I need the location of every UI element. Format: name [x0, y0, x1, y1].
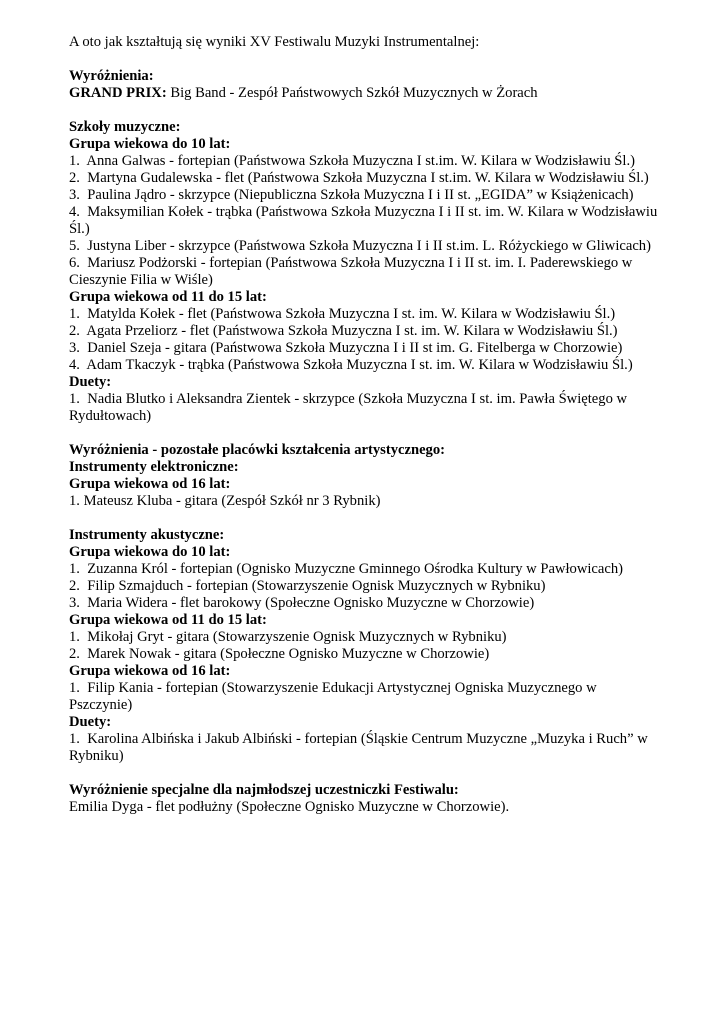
grand-prix-line	[69, 85, 659, 102]
group-heading: Duety:	[69, 714, 112, 730]
list-item: 1. Mikołaj Gryt - gitara (Stowarzyszenie Ognisk Muzycznych w Rybniku)	[69, 629, 507, 645]
list-item: 1. Filip Kania - fortepian (Stowarzyszenie Edukacji Artystycznej Ogniska Muzycznego w Pszczynie)	[69, 680, 601, 713]
document-body	[69, 34, 659, 816]
list-item: 1. Zuzanna Król - fortepian (Ognisko Muzyczne Gminnego Ośrodka Kultury w Pawłowicach)	[69, 561, 624, 577]
group-heading: Grupa wiekowa od 16 lat:	[69, 663, 231, 679]
list-item: 5. Justyna Liber - skrzypce (Państwowa Szkoła Muzyczna I i II st.im. L. Różyckiego w Gliwicach)	[69, 238, 651, 254]
subsection-heading: Instrumenty elektroniczne:	[69, 459, 239, 475]
list-item: 3. Paulina Jądro - skrzypce (Niepubliczna Szkoła Muzyczna I i II st. „EGIDA” w Książenicach)	[69, 187, 634, 203]
group-heading: Grupa wiekowa od 11 do 15 lat:	[69, 612, 267, 628]
list-item: 1. Matylda Kołek - flet (Państwowa Szkoła Muzyczna I st. im. W. Kilara w Wodzisławiu Śl.)	[69, 306, 616, 322]
spacer	[69, 51, 659, 68]
list-item: 4. Maksymilian Kołek - trąbka (Państwowa Szkoła Muzyczna I i II st. im. W. Kilara w Wodzisławiu Śl.)	[69, 204, 661, 237]
section-heading: Szkoły muzyczne:	[69, 119, 181, 135]
grand-prix-text: Big Band - Zespół Państwowych Szkół Muzycznych w Żorach	[166, 85, 538, 101]
spacer	[69, 765, 659, 782]
special-heading: Wyróżnienie specjalne dla najmłodszej uczestniczki Festiwalu:	[69, 782, 459, 798]
group-heading: Grupa wiekowa do 10 lat:	[69, 544, 231, 560]
spacer	[69, 425, 659, 442]
spacer	[69, 510, 659, 527]
list-item: 3. Daniel Szeja - gitara (Państwowa Szkoła Muzyczna I i II st im. G. Fitelberga w Chorzowie)	[69, 340, 623, 356]
intro-text: A oto jak kształtują się wyniki XV Festiwalu Muzyki Instrumentalnej:	[69, 34, 480, 50]
group-heading: Grupa wiekowa od 11 do 15 lat:	[69, 289, 267, 305]
group-heading: Duety:	[69, 374, 112, 390]
list-item: 6. Mariusz Podżorski - fortepian (Państwowa Szkoła Muzyczna I i II st. im. I. Paderewskiego w Cieszynie Filia w Wiśle)	[69, 255, 637, 288]
group-heading: Grupa wiekowa do 10 lat:	[69, 136, 231, 152]
list-item: 1. Mateusz Kluba - gitara (Zespół Szkół nr 3 Rybnik)	[69, 493, 381, 509]
group-heading: Grupa wiekowa od 16 lat:	[69, 476, 231, 492]
section-heading: Wyróżnienia - pozostałe placówki kształcenia artystycznego:	[69, 442, 446, 458]
list-item: 4. Adam Tkaczyk - trąbka (Państwowa Szkoła Muzyczna I st. im. W. Kilara w Wodzisławiu Śl.)	[69, 357, 633, 373]
list-item: 2. Filip Szmajduch - fortepian (Stowarzyszenie Ognisk Muzycznych w Rybniku)	[69, 578, 546, 594]
subsection-heading: Instrumenty akustyczne:	[69, 527, 225, 543]
section-heading: Wyróżnienia:	[69, 68, 154, 84]
list-item: 3. Maria Widera - flet barokowy (Społeczne Ognisko Muzyczne w Chorzowie)	[69, 595, 535, 611]
list-item: 2. Marek Nowak - gitara (Społeczne Ognisko Muzyczne w Chorzowie)	[69, 646, 490, 662]
list-item: 1. Karolina Albińska i Jakub Albiński - fortepian (Śląskie Centrum Muzyczne „Muzyka i Ruch” w Rybniku)	[69, 731, 652, 764]
grand-prix-label: GRAND PRIX:	[69, 85, 167, 101]
list-item: 2. Martyna Gudalewska - flet (Państwowa Szkoła Muzyczna I st.im. W. Kilara w Wodzisławiu Śl.)	[69, 170, 649, 186]
list-item: 1. Nadia Blutko i Aleksandra Zientek - skrzypce (Szkoła Muzyczna I st. im. Pawła Świętego w Rydułtowach)	[69, 391, 631, 424]
spacer	[69, 102, 659, 119]
list-item: 1. Anna Galwas - fortepian (Państwowa Szkoła Muzyczna I st.im. W. Kilara w Wodzisławiu Śl.)	[69, 153, 635, 169]
special-text: Emilia Dyga - flet podłużny (Społeczne Ognisko Muzyczne w Chorzowie).	[69, 799, 510, 815]
list-item: 2. Agata Przeliorz - flet (Państwowa Szkoła Muzyczna I st. im. W. Kilara w Wodzisławiu Śl.)	[69, 323, 618, 339]
